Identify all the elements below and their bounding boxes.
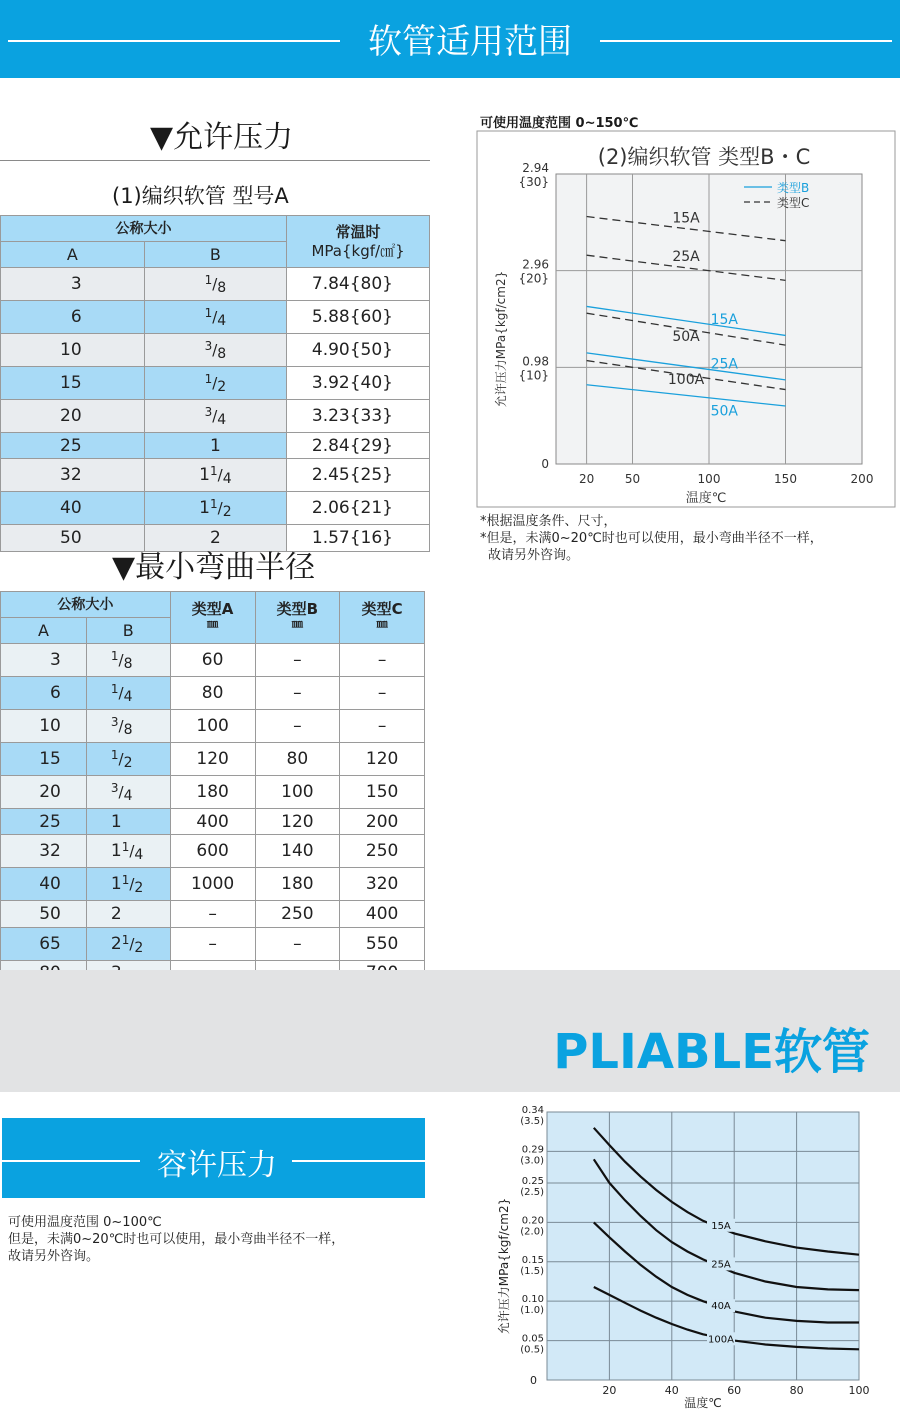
chart2-ytick: 0.20 bbox=[521, 1215, 544, 1227]
cell-type-b: – bbox=[255, 927, 340, 960]
bend-heading: ▼最小弯曲半径 bbox=[112, 550, 316, 585]
pressure-subheading: (1)编织软管 型号A bbox=[112, 184, 289, 208]
chart1-xtick: 150 bbox=[774, 472, 797, 486]
cell-type-c: – bbox=[340, 644, 425, 677]
cell-pressure: 7.84{80} bbox=[287, 268, 430, 301]
chart2-ylabel: 允许压力MPa{kgf/cm2} bbox=[497, 1197, 511, 1335]
chart1-legend-label: 类型C bbox=[777, 196, 810, 210]
chart2-ytick: 0.10 bbox=[521, 1294, 544, 1306]
chart1-series-label: 15A bbox=[672, 210, 700, 227]
table-row bbox=[1, 367, 430, 400]
chart1-xtick: 50 bbox=[624, 472, 641, 486]
chart2-ytick-sub: (0.5) bbox=[520, 1344, 544, 1356]
chart1-ytick: 0.98 bbox=[522, 354, 549, 369]
chart1-legend-label: 类型B bbox=[777, 181, 810, 195]
table-row bbox=[1, 644, 425, 677]
cell-type-b: – bbox=[255, 644, 340, 677]
cell-type-b: 140 bbox=[255, 835, 340, 868]
chart2-series-label: 40A bbox=[711, 1301, 731, 1313]
cell-type-a: 400 bbox=[170, 809, 255, 835]
cell-size-b: $^1$/8 bbox=[144, 268, 286, 301]
chart1-xtick: 20 bbox=[578, 472, 595, 486]
cell-size-a: 40 bbox=[1, 868, 87, 901]
cell-size-b: $^3$/8 bbox=[144, 334, 286, 367]
cell-type-a: 1000 bbox=[170, 868, 255, 901]
cell-pressure: 2.06{21} bbox=[287, 492, 430, 525]
cell-size-b: 2 bbox=[86, 901, 170, 927]
cell-size-b: $^1$/2 bbox=[144, 367, 286, 400]
cell-size-b: $^1$/4 bbox=[144, 301, 286, 334]
table-row bbox=[1, 835, 425, 868]
cell-pressure: 2.45{25} bbox=[287, 459, 430, 492]
pliable-note-3: 故请另外咨询。 bbox=[8, 1249, 100, 1264]
cell-size-b: $^3$/4 bbox=[144, 400, 286, 433]
chart2-series-label: 100A bbox=[708, 1334, 734, 1346]
table-row bbox=[1, 677, 425, 710]
table-row bbox=[1, 710, 425, 743]
chart2-xtick: 20 bbox=[602, 1384, 617, 1397]
chart2-xtick: 60 bbox=[727, 1384, 742, 1397]
table-row bbox=[1, 433, 430, 459]
chart2-xtick: 40 bbox=[664, 1384, 679, 1397]
cell-size-a: 32 bbox=[1, 835, 87, 868]
chart1-note-1: *根据温度条件、尺寸， bbox=[480, 514, 617, 529]
col-value-unit: MPa{kgf/㎠} bbox=[311, 241, 405, 260]
cell-type-b: 100 bbox=[255, 776, 340, 809]
table-row bbox=[1, 268, 430, 301]
chart2-series-label: 25A bbox=[711, 1259, 731, 1271]
cell-size-a: 15 bbox=[1, 743, 87, 776]
chart1-series-label: 15A bbox=[710, 311, 739, 328]
chart2-ytick: 0.25 bbox=[521, 1175, 544, 1187]
cell-type-a: 600 bbox=[170, 835, 255, 868]
chart1-ytick-sub: {20} bbox=[518, 271, 549, 286]
cell-type-a: – bbox=[170, 927, 255, 960]
table-row bbox=[1, 525, 430, 551]
chart1-note-2: *但是，未满0~20℃时也可以使用，最小弯曲半径不一样， bbox=[480, 531, 823, 546]
cell-type-c: 550 bbox=[340, 927, 425, 960]
chart1-ytick: 2.96 bbox=[522, 257, 549, 272]
cell-type-b: – bbox=[255, 677, 340, 710]
chart1-series-label: 25A bbox=[672, 249, 700, 265]
chart2-xtick: 100 bbox=[848, 1384, 870, 1397]
col-value-title: 常温时 bbox=[335, 222, 381, 241]
chart1-ytick: 0 bbox=[541, 457, 549, 471]
table-row bbox=[1, 301, 430, 334]
cell-type-a: – bbox=[170, 901, 255, 927]
cell-size-b: 1 bbox=[86, 809, 170, 835]
chart2-ytick-sub: (1.0) bbox=[520, 1305, 544, 1317]
pliable-note-2: 但是，未满0~20℃时也可以使用，最小弯曲半径不一样， bbox=[8, 1232, 345, 1247]
table-row bbox=[1, 809, 425, 835]
col-group-header: 公称大小 bbox=[1, 216, 287, 242]
bend-col-type-c bbox=[340, 592, 425, 644]
cell-size-b: $1^1/4$ bbox=[86, 835, 170, 868]
pressure-heading: ▼允许压力 bbox=[150, 120, 294, 155]
cell-pressure: 2.84{29} bbox=[287, 433, 430, 459]
cell-size-a: 20 bbox=[1, 400, 145, 433]
cell-type-c: 120 bbox=[340, 743, 425, 776]
header-banner bbox=[0, 0, 900, 78]
chart2-ytick: 0.15 bbox=[521, 1254, 544, 1266]
cell-size-b: $^1$/2 bbox=[86, 743, 170, 776]
chart2-ytick: 0.29 bbox=[521, 1144, 544, 1156]
cell-size-b: $^1$/4 bbox=[86, 677, 170, 710]
chart1-ytick-sub: {10} bbox=[518, 368, 549, 383]
pressure-table-header-row bbox=[1, 216, 430, 242]
bend-col-b-header: B bbox=[86, 618, 170, 644]
chart1-xlabel: 温度℃ bbox=[685, 491, 727, 506]
table-row bbox=[1, 492, 430, 525]
cell-size-a: 40 bbox=[1, 492, 145, 525]
cell-size-a: 6 bbox=[1, 677, 87, 710]
cell-size-a: 6 bbox=[1, 301, 145, 334]
cell-size-a: 25 bbox=[1, 809, 87, 835]
cell-type-a: 180 bbox=[170, 776, 255, 809]
chart1-series-label: 50A bbox=[710, 403, 739, 420]
cell-type-c: 320 bbox=[340, 868, 425, 901]
chart1-caption: 可使用温度范围 0~150℃ bbox=[480, 116, 639, 131]
box-line-left bbox=[2, 1160, 140, 1162]
banner-line-right bbox=[600, 40, 892, 42]
chart1-ylabel: 允许压力MPa{kgf/cm2} bbox=[494, 270, 508, 408]
cell-size-b: $^3$/8 bbox=[86, 710, 170, 743]
cell-pressure: 3.23{33} bbox=[287, 400, 430, 433]
cell-type-c: 200 bbox=[340, 809, 425, 835]
chart1-xtick: 100 bbox=[697, 472, 721, 486]
type-c-label: 类型C bbox=[361, 600, 403, 618]
chart1-title: (2)编织软管 类型B・C bbox=[597, 145, 811, 169]
cell-type-c: – bbox=[340, 677, 425, 710]
cell-pressure: 5.88{60} bbox=[287, 301, 430, 334]
cell-size-a: 65 bbox=[1, 927, 87, 960]
chart1-series-label: 100A bbox=[667, 371, 705, 388]
cell-type-a: 100 bbox=[170, 710, 255, 743]
table-row bbox=[1, 927, 425, 960]
chart1-ytick-sub: {30} bbox=[518, 175, 549, 189]
chart2-plot-area bbox=[547, 1112, 859, 1380]
chart1-notes bbox=[480, 513, 823, 564]
cell-type-c: – bbox=[340, 710, 425, 743]
cell-size-a: 3 bbox=[1, 644, 87, 677]
chart1-series-label: 50A bbox=[672, 329, 700, 346]
cell-size-b: $1^1/2$ bbox=[144, 492, 286, 525]
pressure-table bbox=[0, 215, 430, 552]
cell-size-a: 25 bbox=[1, 433, 145, 459]
banner-title: 软管适用范围 bbox=[368, 22, 572, 62]
cell-type-a: 80 bbox=[170, 677, 255, 710]
cell-size-a: 20 bbox=[1, 776, 87, 809]
cell-type-b: 180 bbox=[255, 868, 340, 901]
cell-type-c: 150 bbox=[340, 776, 425, 809]
col-a-header: A bbox=[1, 242, 145, 268]
cell-size-a: 50 bbox=[1, 525, 145, 551]
table-row bbox=[1, 901, 425, 927]
table-row bbox=[1, 459, 430, 492]
cell-type-b: 80 bbox=[255, 743, 340, 776]
cell-size-b: $^1$/8 bbox=[86, 644, 170, 677]
col-value-header bbox=[287, 216, 430, 268]
bend-col-a-header: A bbox=[1, 618, 87, 644]
cell-type-b: 120 bbox=[255, 809, 340, 835]
chart2-ytick-sub: (2.0) bbox=[520, 1226, 544, 1238]
cell-size-b: $2^1/2$ bbox=[86, 927, 170, 960]
cell-pressure: 4.90{50} bbox=[287, 334, 430, 367]
cell-pressure: 1.57{16} bbox=[287, 525, 430, 551]
chart2-ytick: 0.34 bbox=[521, 1105, 544, 1116]
pressure-divider bbox=[0, 160, 430, 161]
cell-pressure: 3.92{40} bbox=[287, 367, 430, 400]
table-row bbox=[1, 743, 425, 776]
type-a-label: 类型A bbox=[191, 600, 234, 618]
cell-type-c: 250 bbox=[340, 835, 425, 868]
pliable-box bbox=[2, 1118, 425, 1198]
pliable-box-title: 容许压力 bbox=[157, 1148, 277, 1183]
bend-table bbox=[0, 591, 425, 1014]
cell-size-a: 15 bbox=[1, 367, 145, 400]
cell-size-b: $1^1/4$ bbox=[144, 459, 286, 492]
chart2-series-label: 15A bbox=[711, 1220, 731, 1232]
chart1-ytick: 2.94 bbox=[522, 161, 549, 175]
pliable-title: PLIABLE软管 bbox=[553, 1024, 870, 1080]
bend-col-type-b bbox=[255, 592, 340, 644]
cell-type-c: 400 bbox=[340, 901, 425, 927]
type-c-unit: ㎜ bbox=[376, 617, 388, 630]
table-row bbox=[1, 776, 425, 809]
box-line-right bbox=[292, 1160, 425, 1162]
cell-type-b: – bbox=[255, 710, 340, 743]
cell-size-a: 3 bbox=[1, 268, 145, 301]
chart2-xtick: 80 bbox=[789, 1384, 804, 1397]
cell-size-a: 32 bbox=[1, 459, 145, 492]
chart2-ytick: 0.05 bbox=[521, 1333, 544, 1345]
col-b-header: B bbox=[144, 242, 286, 268]
cell-size-b: 1 bbox=[144, 433, 286, 459]
type-b-label: 类型B bbox=[276, 600, 319, 618]
chart1-xtick: 200 bbox=[850, 472, 874, 486]
cell-size-a: 10 bbox=[1, 334, 145, 367]
chart2-xlabel: 温度℃ bbox=[684, 1396, 722, 1410]
cell-type-a: 60 bbox=[170, 644, 255, 677]
table-row bbox=[1, 400, 430, 433]
chart2-ytick: 0 bbox=[530, 1374, 537, 1387]
cell-type-a: 120 bbox=[170, 743, 255, 776]
bend-table-header-row bbox=[1, 592, 425, 618]
bend-col-group-header: 公称大小 bbox=[1, 592, 171, 618]
table-row bbox=[1, 334, 430, 367]
cell-size-b: 2 bbox=[144, 525, 286, 551]
chart2-ytick-sub: (3.5) bbox=[520, 1116, 544, 1127]
cell-size-a: 10 bbox=[1, 710, 87, 743]
chart2 bbox=[490, 1100, 890, 1410]
banner-line-left bbox=[8, 40, 340, 42]
chart2-ytick-sub: (3.0) bbox=[520, 1155, 544, 1167]
cell-size-b: $^3$/4 bbox=[86, 776, 170, 809]
pliable-notes bbox=[8, 1214, 344, 1265]
chart1-series-label: 25A bbox=[710, 356, 739, 373]
chart1-note-3: 故请另外咨询。 bbox=[488, 548, 580, 563]
cell-type-b: 250 bbox=[255, 901, 340, 927]
cell-size-a: 50 bbox=[1, 901, 87, 927]
chart2-ytick-sub: (1.5) bbox=[520, 1265, 544, 1277]
type-a-unit: ㎜ bbox=[207, 617, 219, 630]
chart2-ytick-sub: (2.5) bbox=[520, 1186, 544, 1198]
type-b-unit: ㎜ bbox=[291, 617, 303, 630]
pliable-note-1: 可使用温度范围 0~100℃ bbox=[8, 1215, 162, 1230]
bend-col-type-a bbox=[170, 592, 255, 644]
chart1 bbox=[476, 130, 896, 508]
cell-size-b: $1^1/2$ bbox=[86, 868, 170, 901]
table-row bbox=[1, 868, 425, 901]
